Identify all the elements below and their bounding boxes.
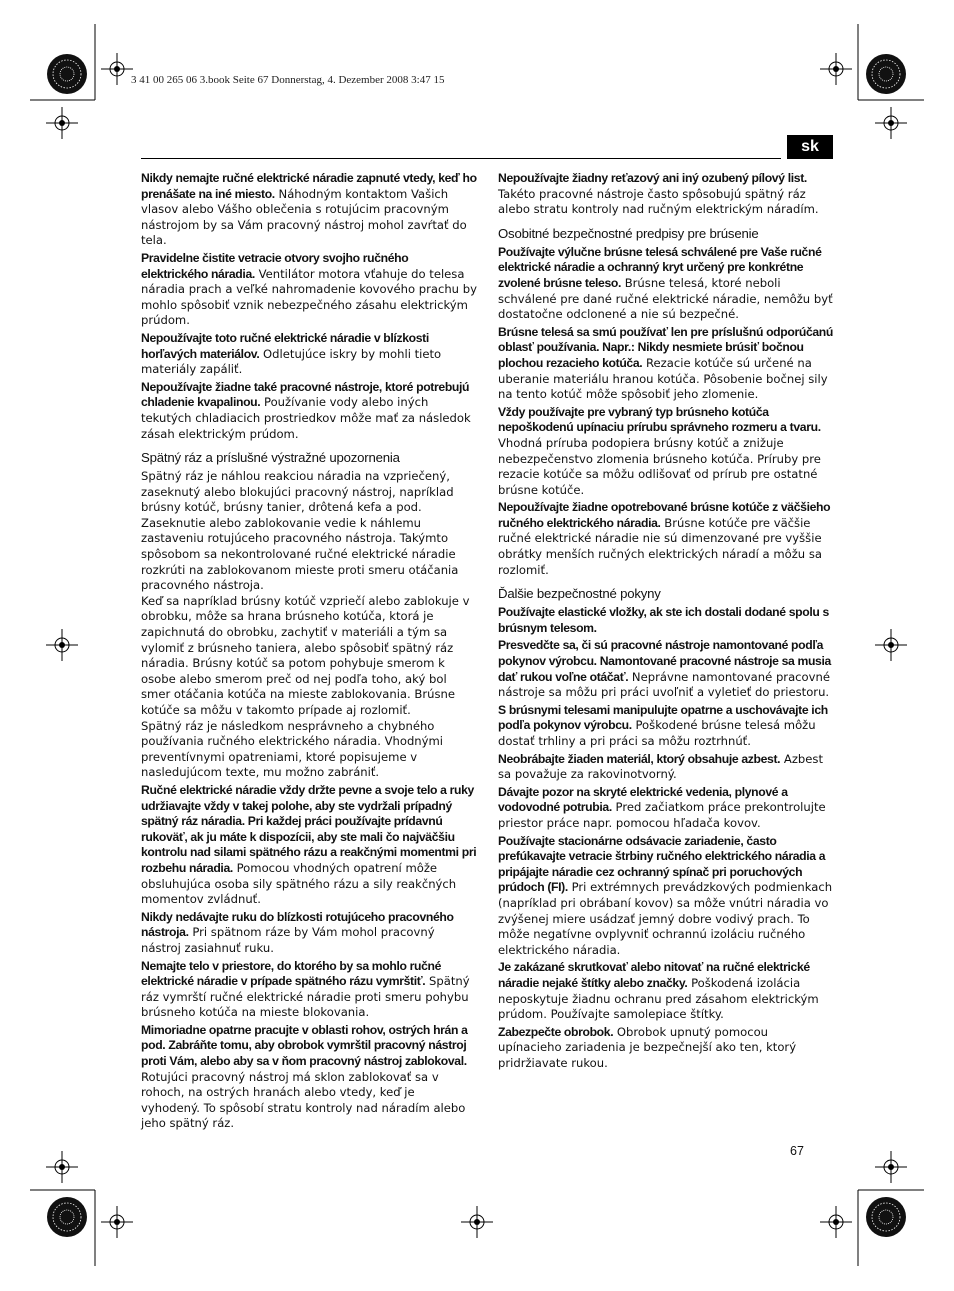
paragraph: Nepoužívajte toto ručné elektrické náradie v blízkosti horľavých materiálov. Odletujúce iskry by mohli tieto materiály zapáliť.	[141, 330, 442, 377]
paragraph: Nikdy nemajte ručné elektrické náradie zapnuté vtedy, keď ho prenášate na iné miesto. Náhodným kontaktom Vašich vlasov alebo Vášho oblečenia s rotujúcim pracovným nástrojom by sa Vám pracovný nástroj mohol zavŕtať do tela.	[141, 171, 477, 248]
paragraph: Pravidelne čistite vetracie otvory svojho ručného elektrického náradia. Ventilátor motora vťahuje do telesa náradia prach a veľké nahromadenie kovového prachu by mohlo spôsobiť vznik nebezpečného zásahu elektrickým prúdom.	[141, 250, 477, 328]
paragraph: Používajte stacionárne odsávacie zariadenie, často prefúkavajte vetracie štrbiny ručného elektrického náradia a pripájajte náradie cez ochranný spínač pri poruchových prúdoch (FI). Pri extrémnych prevádzkových podmienkach (napríklad pri obrábaní kovov) sa môže vnútri náradia vo zvýšenej miere usádzať jemný dobre vodivý prach. To môže negatívne ovplyvniť ochrannú izoláciu ručného elektrického náradia.	[498, 833, 833, 957]
paragraph: Nepoužívajte žiadny reťazový ani iný ozubený pílový list. Takéto pracovné nástroje často spôsobujú spätný ráz alebo stratu kontroly nad ručným elektrickým náradím.	[498, 171, 819, 217]
section-heading: Spätný ráz a príslušné výstražné upozornenia	[141, 450, 400, 466]
language-badge: sk	[787, 135, 833, 159]
paragraph: Používajte elastické vložky, ak ste ich dostali dodané spolu s brúsnym telesom.	[498, 605, 829, 635]
section-heading: Ďalšie bezpečnostné pokyny	[498, 586, 661, 602]
left-column	[141, 171, 477, 1134]
paragraph: Presvedčte sa, či sú pracovné nástroje namontované podľa pokynov výrobcu. Namontované pracovné nástroje sa musia dať rukou voľne otáčať. Neprávne namontované pracovné nástroje sa môžu pri práci uvoľniť a vyletieť do priestoru.	[498, 638, 831, 700]
paragraph: Spätný ráz je náhlou reakciou náradia na vzpriečený, zaseknutý alebo blokujúci pracovný nástroj, napríklad brúsny kotúč, brúsny tanier, drôtená kefa a pod. Zaseknutie alebo zablokovanie vedie k náhlemu zastaveniu rotujúceho pracovného nástroja. Takýmto spôsobom sa nekontrolované ručné elektrické náradie rozkrúti na zablokovanom mieste proti smeru otáčania pracovného nástroja.	[141, 469, 459, 593]
paragraph: Spätný ráz je následkom nesprávneho a chybného používania ručného elektrického náradia. Vhodnými preventívnymi opatreniami, ktoré popisujeme v nasledujúcom texte, mu možno zabrániť.	[141, 718, 444, 780]
paragraph: Mimoriadne opatrne pracujte v oblasti rohov, ostrých hrán a pod. Zabráňte tomu, aby obrobok vymrštil pracovný nástroj proti Vám, alebo aby sa v ňom pracovný nástroj zablokoval. Rotujúci pracovný nástroj má sklon zablokovať sa v rohoch, na ostrých hranách alebo vtedy, keď je vyhodený. To spôsobí stratu kontroly nad náradím alebo jeho spätný ráz.	[141, 1022, 468, 1131]
paragraph: S brúsnymi telesami manipulujte opatrne a uschovávajte ich podľa pokynov výrobcu. Poškodené brúsne telesá môžu dostať trhliny a pri práci sa môžu roztrhnúť.	[498, 702, 828, 748]
paragraph: Ručné elektrické náradie vždy držte pevne a svoje telo a ruky udržiavajte vždy v takej polohe, aby ste vydržali prípadný spätný ráz náradia. Pri každej práci používajte prídavnú rukoväť, ak ju máte k dispozícii, aby ste mali čo najväčšiu kontrolu nad silami spätného rázu a reakčnými momentmi pri rozbehu náradia. Pomocou vhodných opatrení môže obsluhujúca osoba sily spätného rázu a sily reakčných momentov zvládnuť.	[141, 782, 477, 907]
paragraph: Brúsne telesá sa smú používať len pre príslušnú odporúčanú oblasť používania. Napr.: Nikdy nesmiete brúsiť bočnou plochou rezacieho kotúča. Rezacie kotúče sú určené na uberanie materiálu hranou kotúča. Pôsobenie bočnej sily na tento kotúč môže spôsobiť jeho zlomenie.	[498, 324, 833, 402]
paragraph: Nemajte telo v priestore, do ktorého by sa mohlo ručné elektrické náradie v prípade spätného rázu vymrštiť. Spätný ráz vymrští ručné elektrické náradie proti smeru pohybu brúsneho kotúča na mieste blokovania.	[141, 958, 470, 1020]
paragraph: Dávajte pozor na skryté elektrické vedenia, plynové a vodovodné potrubia. Pred začiatkom práce prekontrolujte priestor práce napr. pomocou hľadača kovov.	[498, 784, 826, 830]
print-header: 3 41 00 265 06 3.book Seite 67 Donnerstag, 4. Dezember 2008 3:47 15	[131, 74, 445, 86]
paragraph: Vždy používajte pre vybraný typ brúsneho kotúča nepoškodenú upínaciu prírubu správneho rozmeru a tvaru. Vhodná príruba podopiera brúsny kotúč a znižuje nebezpečenstvo zlomenia brúsneho kotúča. Príruby pre rezacie kotúče sa môžu odlišovať od prírub pre ostatné brúsne kotúče.	[498, 404, 821, 497]
paragraph: Keď sa napríklad brúsny kotúč vzpriečí alebo zablokuje v obrobku, môže sa hrana brúsneho kotúča, ktorá je zapichnutá do obrobku, zachytiť v materiáli a tým sa vylomiť z brúsneho taniera, alebo spôsobiť spätný ráz náradia. Brúsny kotúč sa potom pohybuje smerom k osobe alebo smerom preč od nej podľa toho, aký bol smer otáčania kotúča na mieste zablokovania. Brúsne kotúče sa môžu v takomto prípade aj rozlomiť.	[141, 593, 470, 717]
paragraph: Nepoužívajte žiadne opotrebované brúsne kotúče z väčšieho ručného elektrického náradia. Brúsne kotúče pre väčšie ručné elektrické náradie nie sú dimenzované pre vyššie obrátky menších ručných elektrických náradí a môžu sa rozlomiť.	[498, 500, 831, 577]
section-heading: Osobitné bezpečnostné predpisy pre brúsenie	[498, 225, 759, 241]
right-column	[498, 171, 834, 1073]
paragraph: Používajte výlučne brúsne telesá schválené pre Vaše ručné elektrické náradie a ochranný kryt určený pre konkrétne zvolené brúsne teleso. Brúsne telesá, ktoré neboli schválené pre dané ručné elektrické náradie, nemôžu byť dostatočne odclonené a nie sú bezpečné.	[498, 244, 833, 322]
paragraph: Neobrábajte žiaden materiál, ktorý obsahuje azbest. Azbest sa považuje za rakovinotvorný.	[498, 751, 823, 782]
paragraph: Nepoužívajte žiadne také pracovné nástroje, ktoré potrebujú chladenie kvapalinou. Používanie vody alebo iných tekutých chladiacich prostriedkov môže mať za následok zásah elektrickým prúdom.	[141, 379, 471, 441]
paragraph: Je zakázané skrutkovať alebo nitovať na ručné elektrické náradie nejaké štítky alebo značky. Poškodená izolácia neposkytuje žiadnu ochranu pred zásahom elektrickým prúdom. Používajte samolepiace štítky.	[498, 960, 819, 1022]
paragraph: Nikdy nedávajte ruku do blízkosti rotujúceho pracovného nástroja. Pri spätnom ráze by Vám mohol pracovný nástroj zasiahnuť ruku.	[141, 909, 454, 955]
header-rule	[141, 158, 781, 159]
page-number: 67	[790, 1144, 804, 1158]
paragraph: Zabezpečte obrobok. Obrobok upnutý pomocou upínacieho zariadenia je bezpečnejší ako ten, ktorý pridržiavate rukou.	[498, 1024, 797, 1070]
